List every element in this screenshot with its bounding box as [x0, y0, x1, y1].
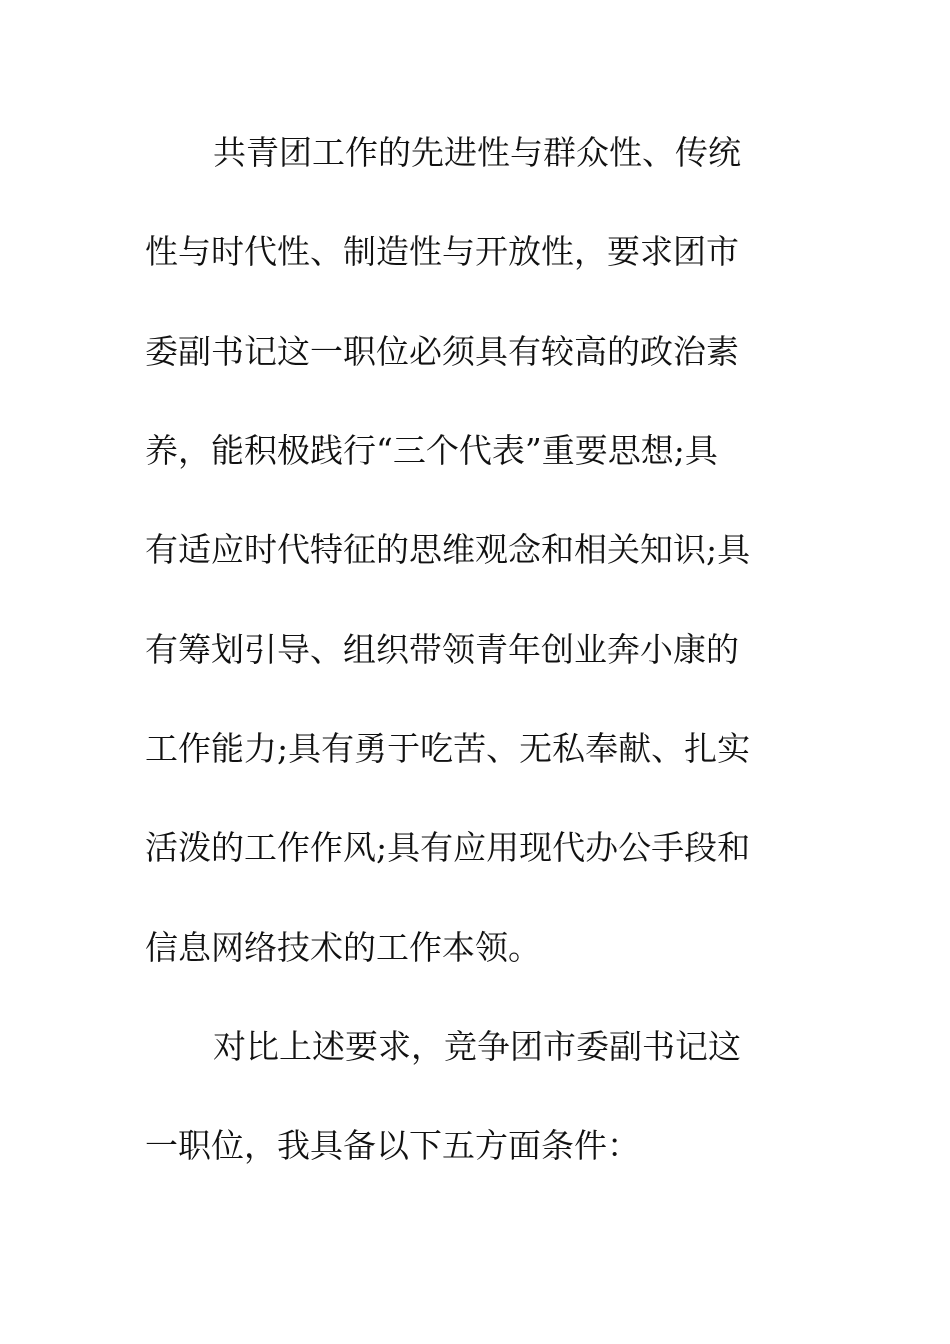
paragraph-line: 一职位，我具备以下五方面条件： — [145, 1126, 640, 1165]
paragraph-line: 养，能积极践行“三个代表”重要思想;具 — [145, 431, 718, 470]
paragraph-line: 工作能力;具有勇于吃苦、无私奉献、扎实 — [145, 729, 751, 768]
paragraph-line: 委副书记这一职位必须具有较高的政治素 — [145, 332, 739, 371]
paragraph-line: 有筹划引导、组织带领青年创业奔小康的 — [145, 630, 739, 669]
paragraph-line: 活泼的工作作风;具有应用现代办公手段和 — [145, 828, 751, 867]
paragraph-line: 信息网络技术的工作本领。 — [145, 928, 541, 967]
paragraph-line: 对比上述要求，竞争团市委副书记这 — [213, 1027, 741, 1066]
paragraph-line: 性与时代性、制造性与开放性，要求团市 — [145, 232, 739, 271]
paragraph-line: 共青团工作的先进性与群众性、传统 — [213, 133, 741, 172]
paragraph-line: 有适应时代特征的思维观念和相关知识;具 — [145, 530, 751, 569]
